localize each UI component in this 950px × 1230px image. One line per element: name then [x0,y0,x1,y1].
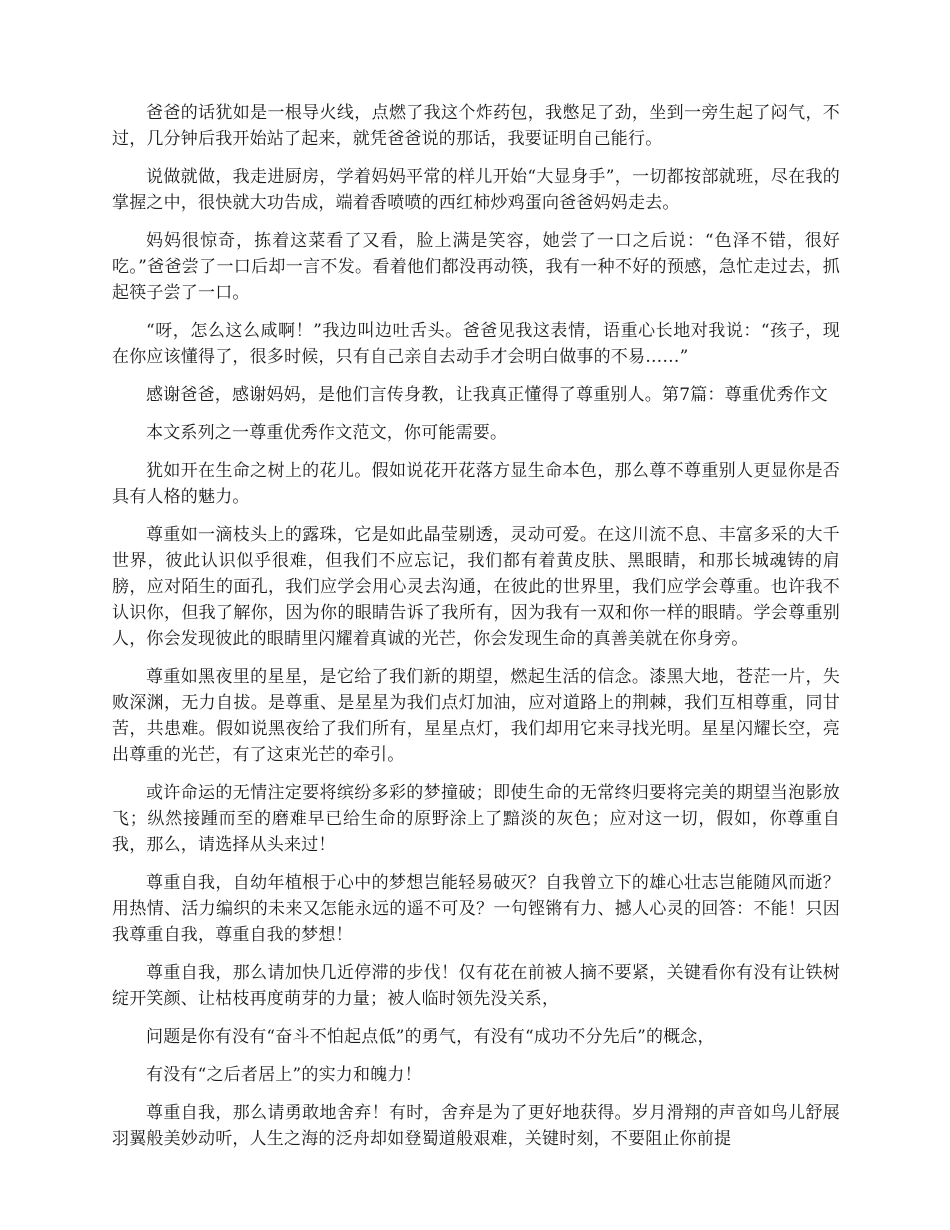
paragraph-11: 尊重自我，自幼年植根于心中的梦想岂能轻易破灭？自我曾立下的雄心壮志岂能随风而逝？用热情、活力编织的未来又怎能永远的遥不可及？一句铿锵有力、撼人心灵的回答：不能！只因我尊重自我，尊重自我的梦想！ [112,873,840,945]
paragraph-1: 爸爸的话犹如是一根导火线，点燃了我这个炸药包，我憋足了劲，坐到一旁生起了闷气，不过，几分钟后我开始站了起来，就凭爸爸说的那话，我要证明自己能行。 [112,103,840,149]
paragraph-14: 有没有“之后者居上”的实力和魄力！ [146,1065,422,1085]
paragraph-7: 犹如开在生命之树上的花儿。假如说花开花落方显生命本色，那么尊不尊重别人更显你是否具有人格的魅力。 [112,461,840,507]
paragraph-12: 尊重自我，那么请加快几近停滞的步伐！仅有花在前被人摘不要紧，关键看你有没有让铁树绽开笑颜、让枯枝再度萌芽的力量；被人临时领先没关系， [112,963,840,1009]
paragraph-15: 尊重自我，那么请勇敢地舍弃！有时，舍弃是为了更好地获得。岁月滑翔的声音如鸟儿舒展羽翼般美妙动听，人生之海的泛舟却如登蜀道般艰难，关键时刻，不要阻止你前提 [112,1103,840,1149]
paragraph-2: 说做就做，我走进厨房，学着妈妈平常的样儿开始“大显身手”，一切都按部就班，尽在我的掌握之中，很快就大功告成，端着香喷喷的西红柿炒鸡蛋向爸爸妈妈走去。 [112,167,840,213]
paragraph-8: 尊重如一滴枝头上的露珠，它是如此晶莹剔透，灵动可爱。在这川流不息、丰富多采的大千世界，彼此认识似乎很难，但我们不应忘记，我们都有着黄皮肤、黑眼睛，和那长城魂铸的肩膀，应对陌生的面孔，我们应学会用心灵去沟通，在彼此的世界里，我们应学会尊重。也许我不认识你，但我了解你，因为你的眼睛告诉了我所有，因为我有一双和你一样的眼睛。学会尊重别人，你会发现彼此的眼睛里闪耀着真诚的光芒，你会发现生命的真善美就在你身旁。 [112,525,840,649]
paragraph-10: 或许命运的无情注定要将缤纷多彩的梦撞破；即使生命的无常终归要将完美的期望当泡影放飞；纵然接踵而至的磨难早已给生命的原野涂上了黯淡的灰色；应对这一切，假如，你尊重自我，那么，请选择从头来过！ [112,783,840,855]
paragraph-5: 感谢爸爸，感谢妈妈，是他们言传身教，让我真正懂得了尊重别人。第7篇：尊重优秀作文 [146,385,828,405]
paragraph-3: 妈妈很惊奇，拣着这菜看了又看，脸上满是笑容，她尝了一口之后说：“色泽不错，很好吃。”爸爸尝了一口后却一言不发。看着他们都没再动筷，我有一种不好的预感，急忙走过去，抓起筷子尝了一口。 [112,231,840,303]
paragraph-9: 尊重如黑夜里的星星，是它给了我们新的期望，燃起生活的信念。漆黑大地，苍茫一片，失败深渊，无力自拔。是尊重、是星星为我们点灯加油，应对道路上的荆棘，我们互相尊重，同甘苦，共患难。假如说黑夜给了我们所有，星星点灯，我们却用它来寻找光明。星星闪耀长空，亮出尊重的光芒，有了这束光芒的牵引。 [112,667,840,765]
paragraph-13: 问题是你有没有“奋斗不怕起点低”的勇气，有没有“成功不分先后”的概念， [146,1027,715,1047]
document-body [112,100,840,1164]
paragraph-4: “呀，怎么这么咸啊！”我边叫边吐舌头。爸爸见我这表情，语重心长地对我说：“孩子，现在你应该懂得了，很多时候，只有自己亲自去动手才会明白做事的不易……” [112,321,840,367]
paragraph-6: 本文系列之一尊重优秀作文范文，你可能需要。 [146,423,508,443]
